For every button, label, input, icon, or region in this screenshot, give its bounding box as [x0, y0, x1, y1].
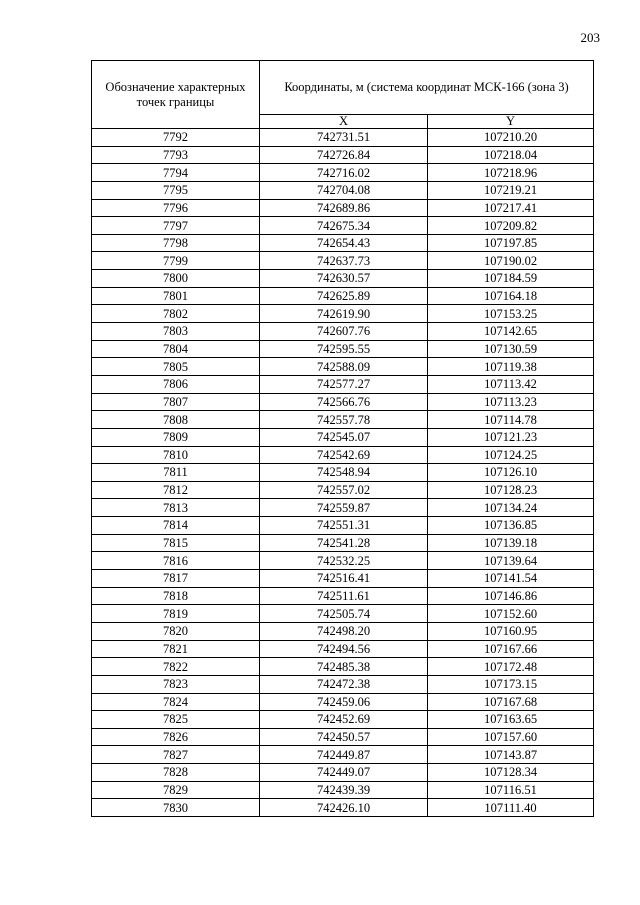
- x-coordinate-cell: 742625.89: [260, 287, 428, 305]
- x-coordinate-cell: 742559.87: [260, 499, 428, 517]
- coordinates-header: Координаты, м (система координат МСК-166 (зона 3): [260, 61, 594, 115]
- table-row: [92, 481, 594, 499]
- x-coordinate-cell: 742607.76: [260, 323, 428, 341]
- point-id-cell: 7801: [92, 287, 260, 305]
- y-coordinate-cell: 107119.38: [428, 358, 594, 376]
- table-row: [92, 552, 594, 570]
- x-coordinate-cell: 742505.74: [260, 605, 428, 623]
- y-coordinate-cell: 107136.85: [428, 517, 594, 535]
- table-row: [92, 499, 594, 517]
- point-id-cell: 7813: [92, 499, 260, 517]
- point-id-cell: 7814: [92, 517, 260, 535]
- table-row: [92, 323, 594, 341]
- y-coordinate-cell: 107142.65: [428, 323, 594, 341]
- point-id-cell: 7818: [92, 587, 260, 605]
- point-id-cell: 7823: [92, 675, 260, 693]
- y-coordinate-cell: 107210.20: [428, 129, 594, 147]
- point-id-cell: 7792: [92, 129, 260, 147]
- x-coordinate-cell: 742449.07: [260, 764, 428, 782]
- table-row: [92, 517, 594, 535]
- y-coordinate-cell: 107197.85: [428, 234, 594, 252]
- y-coordinate-cell: 107111.40: [428, 799, 594, 817]
- point-id-cell: 7806: [92, 375, 260, 393]
- x-coordinate-cell: 742619.90: [260, 305, 428, 323]
- y-coordinate-cell: 107167.66: [428, 640, 594, 658]
- table-row: [92, 587, 594, 605]
- y-coordinate-cell: 107160.95: [428, 622, 594, 640]
- table-row: [92, 658, 594, 676]
- x-coordinate-cell: 742459.06: [260, 693, 428, 711]
- table-row: [92, 675, 594, 693]
- point-id-cell: 7827: [92, 746, 260, 764]
- y-coordinate-cell: 107164.18: [428, 287, 594, 305]
- point-id-cell: 7802: [92, 305, 260, 323]
- point-id-cell: 7829: [92, 781, 260, 799]
- y-coordinate-cell: 107114.78: [428, 411, 594, 429]
- table-row: [92, 252, 594, 270]
- x-coordinate-cell: 742485.38: [260, 658, 428, 676]
- point-id-cell: 7793: [92, 146, 260, 164]
- x-coordinate-cell: 742545.07: [260, 428, 428, 446]
- point-id-cell: 7825: [92, 711, 260, 729]
- table-row: [92, 640, 594, 658]
- y-coordinate-cell: 107173.15: [428, 675, 594, 693]
- x-coordinate-cell: 742532.25: [260, 552, 428, 570]
- point-id-cell: 7822: [92, 658, 260, 676]
- x-coordinate-cell: 742452.69: [260, 711, 428, 729]
- x-coordinate-cell: 742731.51: [260, 129, 428, 147]
- x-column-header: X: [260, 115, 428, 129]
- table-row: [92, 411, 594, 429]
- table-row: [92, 446, 594, 464]
- x-coordinate-cell: 742557.02: [260, 481, 428, 499]
- y-coordinate-cell: 107139.64: [428, 552, 594, 570]
- table-row: [92, 534, 594, 552]
- point-id-cell: 7799: [92, 252, 260, 270]
- x-coordinate-cell: 742595.55: [260, 340, 428, 358]
- x-coordinate-cell: 742654.43: [260, 234, 428, 252]
- point-id-cell: 7795: [92, 181, 260, 199]
- x-coordinate-cell: 742577.27: [260, 375, 428, 393]
- point-id-cell: 7807: [92, 393, 260, 411]
- x-coordinate-cell: 742675.34: [260, 217, 428, 235]
- y-coordinate-cell: 107218.04: [428, 146, 594, 164]
- coordinates-table: [91, 60, 594, 817]
- table-body: [92, 129, 594, 817]
- point-id-cell: 7809: [92, 428, 260, 446]
- table-row: [92, 164, 594, 182]
- table-row: [92, 428, 594, 446]
- point-id-cell: 7819: [92, 605, 260, 623]
- table-row: [92, 199, 594, 217]
- table-row: [92, 375, 594, 393]
- y-coordinate-cell: 107152.60: [428, 605, 594, 623]
- y-coordinate-cell: 107209.82: [428, 217, 594, 235]
- y-coordinate-cell: 107121.23: [428, 428, 594, 446]
- table-row: [92, 146, 594, 164]
- y-coordinate-cell: 107128.23: [428, 481, 594, 499]
- y-coordinate-cell: 107153.25: [428, 305, 594, 323]
- table-row: [92, 781, 594, 799]
- y-coordinate-cell: 107167.68: [428, 693, 594, 711]
- y-coordinate-cell: 107143.87: [428, 746, 594, 764]
- y-coordinate-cell: 107219.21: [428, 181, 594, 199]
- y-coordinate-cell: 107172.48: [428, 658, 594, 676]
- y-coordinate-cell: 107113.42: [428, 375, 594, 393]
- table-row: [92, 393, 594, 411]
- point-id-cell: 7812: [92, 481, 260, 499]
- x-coordinate-cell: 742494.56: [260, 640, 428, 658]
- point-id-cell: 7830: [92, 799, 260, 817]
- x-coordinate-cell: 742426.10: [260, 799, 428, 817]
- point-id-cell: 7800: [92, 270, 260, 288]
- y-coordinate-cell: 107141.54: [428, 570, 594, 588]
- table-row: [92, 358, 594, 376]
- point-id-cell: 7826: [92, 728, 260, 746]
- point-id-cell: 7810: [92, 446, 260, 464]
- table-row: [92, 711, 594, 729]
- table-row: [92, 622, 594, 640]
- y-coordinate-cell: 107146.86: [428, 587, 594, 605]
- x-coordinate-cell: 742541.28: [260, 534, 428, 552]
- x-coordinate-cell: 742588.09: [260, 358, 428, 376]
- table-row: [92, 728, 594, 746]
- y-coordinate-cell: 107163.65: [428, 711, 594, 729]
- point-designation-header: Обозначение характерных точек границы: [92, 61, 260, 129]
- point-id-cell: 7828: [92, 764, 260, 782]
- y-coordinate-cell: 107134.24: [428, 499, 594, 517]
- table-row: [92, 217, 594, 235]
- y-coordinate-cell: 107116.51: [428, 781, 594, 799]
- point-id-cell: 7816: [92, 552, 260, 570]
- x-coordinate-cell: 742689.86: [260, 199, 428, 217]
- y-coordinate-cell: 107124.25: [428, 446, 594, 464]
- y-coordinate-cell: 107128.34: [428, 764, 594, 782]
- y-coordinate-cell: 107139.18: [428, 534, 594, 552]
- point-id-cell: 7824: [92, 693, 260, 711]
- table-row: [92, 799, 594, 817]
- table-row: [92, 605, 594, 623]
- x-coordinate-cell: 742542.69: [260, 446, 428, 464]
- point-id-cell: 7794: [92, 164, 260, 182]
- table-row: [92, 234, 594, 252]
- x-coordinate-cell: 742511.61: [260, 587, 428, 605]
- point-id-cell: 7796: [92, 199, 260, 217]
- x-coordinate-cell: 742726.84: [260, 146, 428, 164]
- point-id-cell: 7820: [92, 622, 260, 640]
- x-coordinate-cell: 742498.20: [260, 622, 428, 640]
- point-id-cell: 7815: [92, 534, 260, 552]
- table-row: [92, 181, 594, 199]
- table-row: [92, 305, 594, 323]
- table-row: [92, 764, 594, 782]
- table-row: [92, 464, 594, 482]
- y-coordinate-cell: 107184.59: [428, 270, 594, 288]
- y-coordinate-cell: 107218.96: [428, 164, 594, 182]
- table-row: [92, 340, 594, 358]
- point-id-cell: 7805: [92, 358, 260, 376]
- point-id-cell: 7808: [92, 411, 260, 429]
- x-coordinate-cell: 742472.38: [260, 675, 428, 693]
- x-coordinate-cell: 742557.78: [260, 411, 428, 429]
- x-coordinate-cell: 742566.76: [260, 393, 428, 411]
- point-id-cell: 7798: [92, 234, 260, 252]
- table-header: [92, 61, 594, 129]
- x-coordinate-cell: 742439.39: [260, 781, 428, 799]
- point-id-cell: 7797: [92, 217, 260, 235]
- x-coordinate-cell: 742516.41: [260, 570, 428, 588]
- x-coordinate-cell: 742704.08: [260, 181, 428, 199]
- x-coordinate-cell: 742637.73: [260, 252, 428, 270]
- table-row: [92, 570, 594, 588]
- y-column-header: Y: [428, 115, 594, 129]
- y-coordinate-cell: 107113.23: [428, 393, 594, 411]
- point-id-cell: 7803: [92, 323, 260, 341]
- y-coordinate-cell: 107126.10: [428, 464, 594, 482]
- x-coordinate-cell: 742450.57: [260, 728, 428, 746]
- table-row: [92, 693, 594, 711]
- y-coordinate-cell: 107130.59: [428, 340, 594, 358]
- x-coordinate-cell: 742630.57: [260, 270, 428, 288]
- table-row: [92, 270, 594, 288]
- point-id-cell: 7804: [92, 340, 260, 358]
- table-row: [92, 287, 594, 305]
- y-coordinate-cell: 107217.41: [428, 199, 594, 217]
- table-row: [92, 746, 594, 764]
- x-coordinate-cell: 742548.94: [260, 464, 428, 482]
- page-number: 203: [580, 30, 600, 45]
- x-coordinate-cell: 742716.02: [260, 164, 428, 182]
- x-coordinate-cell: 742449.87: [260, 746, 428, 764]
- point-id-cell: 7821: [92, 640, 260, 658]
- x-coordinate-cell: 742551.31: [260, 517, 428, 535]
- table-row: [92, 129, 594, 147]
- y-coordinate-cell: 107190.02: [428, 252, 594, 270]
- point-id-cell: 7811: [92, 464, 260, 482]
- y-coordinate-cell: 107157.60: [428, 728, 594, 746]
- point-id-cell: 7817: [92, 570, 260, 588]
